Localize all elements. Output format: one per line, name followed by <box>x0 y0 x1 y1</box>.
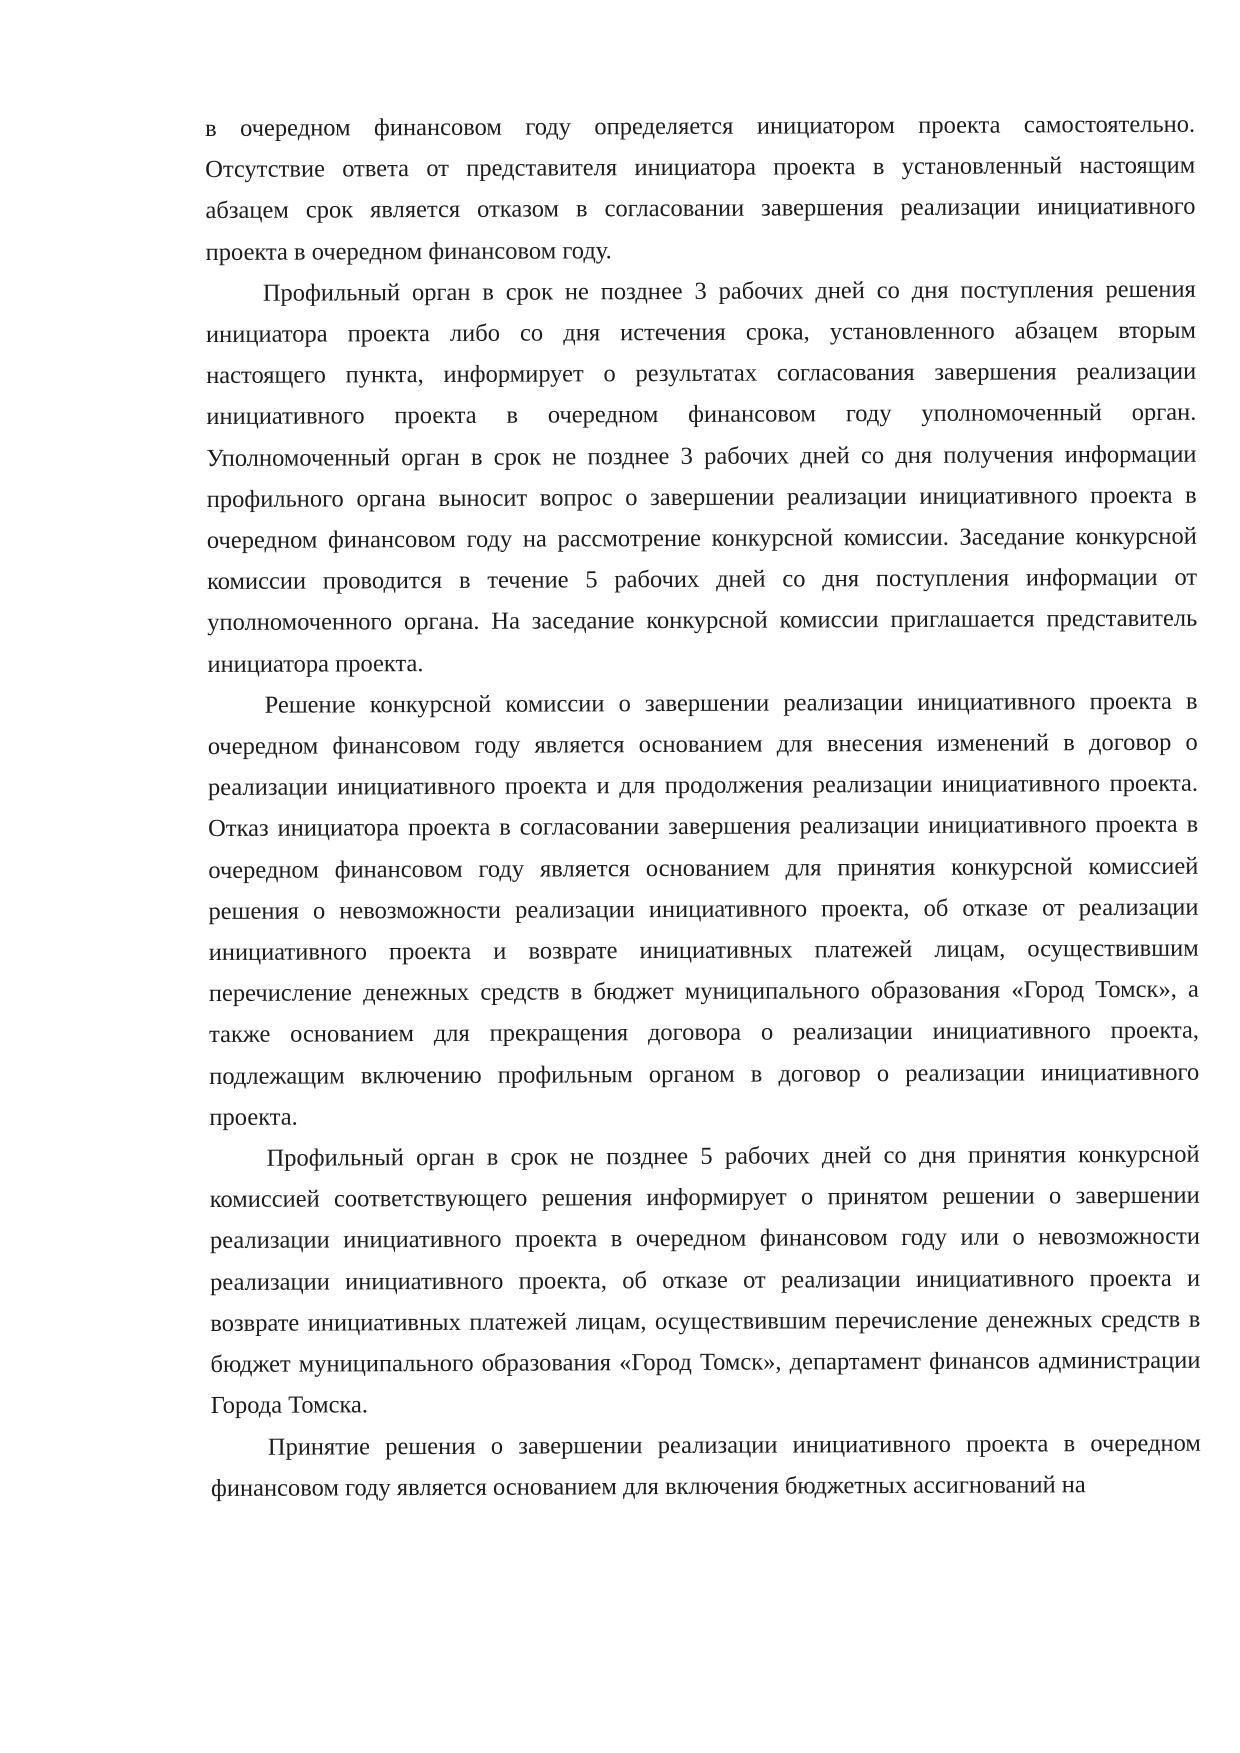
paragraph-2: Профильный орган в срок не позднее 3 рабочих дней со дня поступления решения инициатора проекта либо со дня истечения срока, установленного абзацем вторым настоящего пункта, информирует о результатах согласования завершения реализации инициативного проекта в очередном финансовом году уполномоченный орган. Уполномоченный орган в срок не позднее 3 рабочих дней со дня получения информации профильного органа выносит вопрос о завершении реализации инициативного проекта в очередном финансовом году на рассмотрение конкурсной комиссии. Заседание конкурсной комиссии проводится в течение 5 рабочих дней со дня поступления информации от уполномоченного органа. На заседание конкурсной комиссии приглашается представитель инициатора проекта. <box>205 275 1198 678</box>
paragraph-1: в очередном финансовом году определяется инициатором проекта самостоятельно. Отсутствие ответа от представителя инициатора проекта в установленный настоящим абзацем срок является отказом в согласовании завершения реализации инициативного проекта в очередном финансовом году. <box>205 110 1196 266</box>
paragraph-4: Профильный орган в срок не позднее 5 рабочих дней со дня принятия конкурсной комиссией соответствующего решения информирует о принятом решении о завершении реализации инициативного проекта в очередном финансовом году или о невозможности реализации инициативного проекта, об отказе от реализации инициативного проекта и возврате инициативных платежей лицам, осуществившим перечисление денежных средств в бюджет муниципального образования «Город Томск», департамент финансов администрации Города Томска. <box>209 1140 1201 1420</box>
paragraph-5: Принятие решения о завершении реализации инициативного проекта в очередном финансовом году является основанием для включения бюджетных ассигнований на <box>210 1429 1201 1502</box>
document-body <box>205 104 1201 1509</box>
paragraph-3: Решение конкурсной комиссии о завершении реализации инициативного проекта в очередном финансовом году является основанием для внесения изменений в договор о реализации инициативного проекта и для продолжения реализации инициативного проекта. Отказ инициатора проекта в согласовании завершения реализации инициативного проекта в очередном финансовом году является основанием для принятия конкурсной комиссией решения о невозможности реализации инициативного проекта, об отказе от реализации инициативного проекта и возврате инициативных платежей лицам, осуществившим перечисление денежных средств в бюджет муниципального образования «Город Томск», а также основанием для прекращения договора о реализации инициативного проекта, подлежащим включению профильным органом в договор о реализации инициативного проекта. <box>207 687 1200 1131</box>
